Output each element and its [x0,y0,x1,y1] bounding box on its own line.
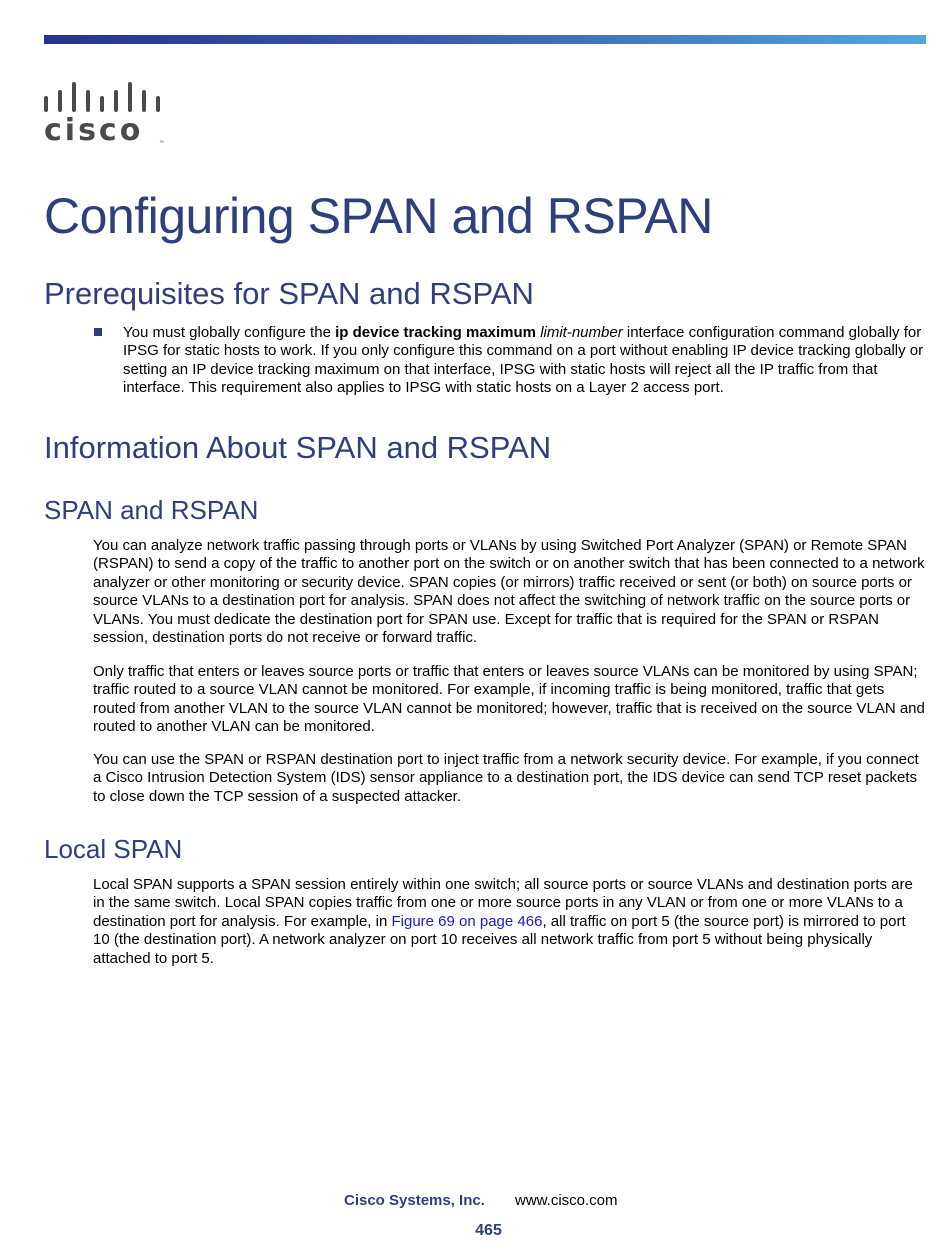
bullet-square-icon [94,328,102,336]
span-rspan-paragraph-1: You can analyze network traffic passing through ports or VLANs by using Switched Port Analyzer (SPAN) or Remote SPAN (RSPAN) to send a copy of the traffic to another port on the switch or on another switch that has been connected to a network analyzer or other monitoring or security device. SPAN copies (or mirrors) traffic received or sent (or both) on source ports or source VLANs to a destination port for analysis. SPAN does not affect the switching of network traffic on the source ports or VLANs. You must dedicate the destination port for SPAN use. Except for traffic that is required for the SPAN or RSPAN session, destination ports do not receive or forward traffic. [93,537,925,647]
cisco-logo [44,80,168,150]
bullet-command-bold: ip device tracking maximum [335,324,537,341]
header-accent-bar [44,35,926,44]
information-heading: Information About SPAN and RSPAN [44,430,552,465]
footer-company: Cisco Systems, Inc. [344,1192,485,1209]
cisco-logo-wordmark: cisco [44,113,144,148]
bullet-text-start: You must globally configure the [123,324,336,341]
local-span-text-start: Local SPAN supports a SPAN session entirely within one switch; all source ports or source VLANs and destination ports are in the same switch. Local SPAN copies traffic from one or more source ports in any VLAN or from one or more VLANs to a destination port for analysis. For example, in [93,876,913,930]
figure-69-link[interactable]: Figure 69 on page 466 [391,912,543,930]
page-number: 465 [475,1222,502,1239]
prerequisites-heading: Prerequisites for SPAN and RSPAN [44,276,534,311]
footer-url[interactable]: www.cisco.com [515,1192,618,1209]
prerequisites-bullet-text [123,324,925,398]
bullet-text-end: interface configuration command globally for IPSG for static hosts to work. If you only configure this command on a port without enabling IP device tracking globally or setting an IP device tracking maximum on that interface, IPSG with static hosts will reject all the IP traffic from that interface. This requirement also applies to IPSG with static hosts on a Layer 2 access port. [123,324,924,397]
local-span-paragraph [93,876,925,968]
span-rspan-heading: SPAN and RSPAN [44,495,259,525]
span-rspan-paragraph-3: You can use the SPAN or RSPAN destination port to inject traffic from a network security device. For example, if you connect a Cisco Intrusion Detection System (IDS) sensor appliance to a destination port, the IDS device can send TCP reset packets to close down the TCP session of a suspected attacker. [93,751,919,805]
local-span-heading: Local SPAN [44,834,183,864]
cisco-bridge-icon [44,80,168,116]
span-rspan-paragraph-2: Only traffic that enters or leaves source ports or traffic that enters or leaves source VLANs can be monitored by using SPAN; traffic routed to a source VLAN cannot be monitored. For example, if incoming traffic is being monitored, traffic that gets routed from another VLAN to the source VLAN cannot be monitored; however, traffic that is received on the source VLAN and routed to another VLAN can be monitored. [93,663,925,736]
bullet-command-italic: limit-number [540,324,623,341]
cisco-logo-trademark: ™ [159,140,164,146]
page-title: Configuring SPAN and RSPAN [44,188,713,244]
local-span-text-end: , all traffic on port 5 (the source port) is mirrored to port 10 (the destination port). A network analyzer on port 10 receives all network traffic from port 5 without being physically attached to port 5. [93,912,906,967]
